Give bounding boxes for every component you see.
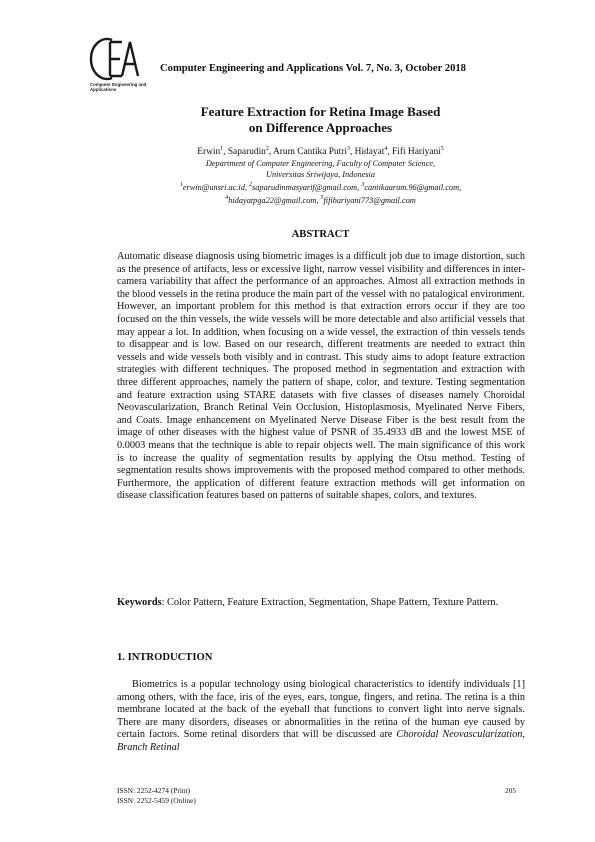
abstract-heading: ABSTRACT — [291, 229, 350, 240]
author-name: Erwin — [197, 147, 221, 158]
title-line-2: on Difference Approaches — [248, 120, 393, 135]
title-line-1: Feature Extraction for Retina Image Based — [200, 104, 441, 119]
email-sup: 1 — [179, 182, 183, 189]
email-sup: 4 — [225, 195, 229, 202]
email-address[interactable]: fifihariyani773@gmail.com — [323, 196, 416, 206]
logo-caption: Computer Engineering and Applications — [90, 82, 147, 92]
intro-paragraph: Biometrics is a popular technology using biological characteristics to identify individuals [1] among others, with the face, iris of the eyes, ears, tongue, fingers, and retina. The retina is a thin membrane located at the back of the eyeball that functions to convert light into nerve signals. There are many disorders, diseases or abnormalities in the retina of the human eye caused by certain factors. Some retinal disorders that will be discussed are — [117, 679, 525, 741]
affiliation-line-1: Department of Computer Engineering, Faculty of Computer Science, — [205, 159, 436, 168]
abstract-text: Automatic disease diagnosis using biometric images is a difficult job due to image distortion, such as the presence of artifacts, less or excessive light, narrow vessel visibility and differences in inter-camera variability that affect the performance of an approaches. Almost all extraction methods in the blood vessels in the retina produce the main part of the vessel with no patalogical environment. However, an important problem for this method is that extraction errors occur if they are too focused on the thin vessels, the wide vessels will be more detectable and also artificial vessels that may appear a lot. In addition, when focusing on a wide vessel, the extraction of thin vessels tends to disappear and is low. Based on our research, different treatments are needed to extract thin vessels and wide vessels both visibly and in contrast. This study aims to adopt feature extraction strategies with different techniques. The proposed method in segmentation and extraction with three different approaches, namely the pattern of shape, color, and texture. Testing segmentation and feature extraction using STARE datasets with five classes of diseases namely Choroidal Neovascularization, Branch Retinal Vein Occlusion, Histoplasmosis, Myelinated Nerve Fibers, and Coats. Image enhancement on Myelinated Nerve Disease Fiber is the best result from the image of other diseases with the highest value of PSNR of 35.4933 dB and the lowest MSE of 0.0003 means that the technique is able to repair objects well. The main significance of this work is to increase the quality of segmentation results by applying the Otsu method. Testing of segmentation results shows improvements with the proposed method compared to other methods. Furthermore, the application of different feature extraction methods will get information on disease classification features based on patterns of suitable shapes, colors, and textures. — [117, 251, 525, 502]
introduction-text — [117, 679, 525, 755]
author-name: Saparudin — [227, 147, 266, 158]
email-address[interactable]: erwin@unsri.ac.id, — [182, 183, 250, 193]
author-name: Arum Cantika Putri — [273, 147, 347, 158]
keywords — [117, 595, 525, 610]
author-sup: 4 — [384, 146, 388, 152]
cea-logo-icon — [88, 36, 150, 82]
author-sup: 5 — [440, 146, 444, 152]
footer-issn — [117, 786, 196, 806]
section-heading-introduction: 1. INTRODUCTION — [117, 652, 213, 663]
keywords-text: : Color Pattern, Feature Extraction, Segmentation, Shape Pattern, Texture Pattern. — [161, 597, 499, 608]
issn-print: ISSN: 2252-4274 (Print) — [117, 786, 191, 795]
author-sup: 1 — [220, 146, 224, 152]
paper-title — [60, 104, 581, 136]
affiliation-line-2: Universitas Sriwijaya, Indonesia — [265, 170, 375, 180]
email-sup: 5 — [320, 195, 324, 202]
email-address[interactable]: saparudinmasyarif@gmail.com, — [252, 183, 362, 193]
email-sup: 3 — [361, 182, 365, 189]
journal-logo — [88, 36, 150, 102]
email-line-2 — [60, 193, 581, 206]
author-name: Hidayat — [354, 147, 385, 158]
email-address[interactable]: hidayatpga22@gmail.com, — [228, 196, 321, 206]
affiliation-block — [60, 158, 581, 206]
issn-online: ISSN: 2252-5459 (Online) — [117, 796, 196, 805]
author-name: Fifi Hariyani — [392, 147, 441, 158]
email-address[interactable]: cantikaarum.96@gmail.com, — [364, 183, 462, 193]
email-line-1 — [60, 180, 581, 193]
page-number: 205 — [505, 786, 517, 795]
author-sup: 2 — [265, 146, 269, 152]
intro-italic-terms: Choroidal Neovascularization, Branch Retinal — [117, 729, 526, 753]
email-sup: 2 — [249, 182, 253, 189]
keywords-label: Keywords — [117, 597, 162, 608]
author-sup: 3 — [346, 146, 350, 152]
author-list: Erwin$^1$, Saparudin$^2$, Arum Cantika Putri$^3$, Hidayat$^4$, Fifi Hariyani$^5$ — [197, 146, 444, 158]
journal-header: Computer Engineering and Applications Vol. 7, No. 3, October 2018 — [160, 63, 466, 74]
